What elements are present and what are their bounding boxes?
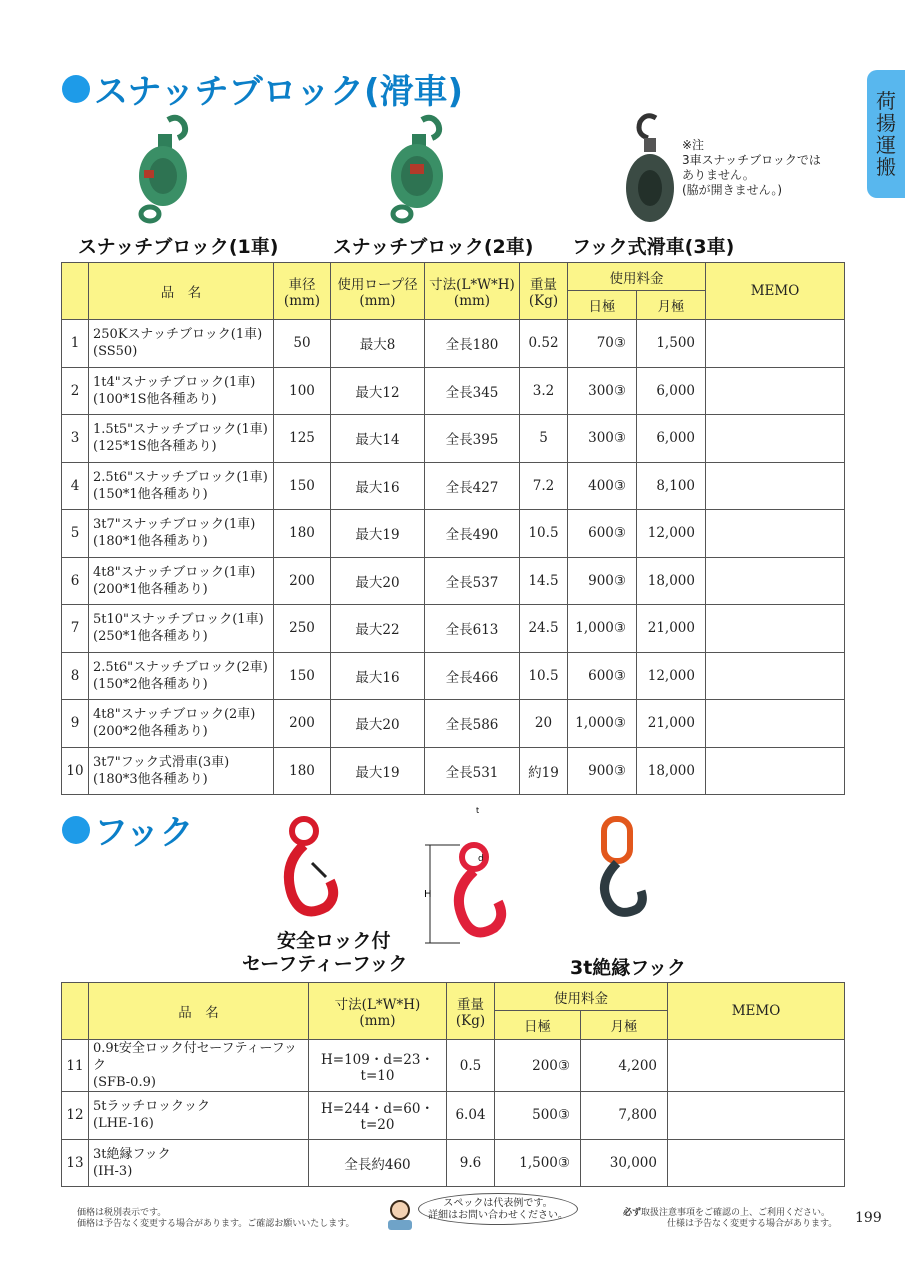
memo-cell xyxy=(706,605,845,653)
caption-snatch-block-2: スナッチブロック(2車) xyxy=(333,236,534,258)
table-row xyxy=(62,367,845,415)
table-row xyxy=(62,1139,845,1187)
item-name: 0.9t安全ロック付セーフティーフック xyxy=(93,1041,297,1073)
wheel-diameter: 125 xyxy=(274,415,331,463)
row-number: 5 xyxy=(62,510,89,558)
table-row xyxy=(62,462,845,510)
header-daily: 日極 xyxy=(568,291,637,320)
weight: 10.5 xyxy=(520,652,568,700)
item-model: (200*2他各種あり) xyxy=(93,724,208,740)
wheel-diameter: 180 xyxy=(274,510,331,558)
item-name-cell xyxy=(89,320,274,368)
dimension: 全長395 xyxy=(425,415,520,463)
snatch-block-2-image xyxy=(380,110,450,225)
row-number: 3 xyxy=(62,415,89,463)
table-row xyxy=(62,1040,845,1092)
wheel-diameter: 200 xyxy=(274,557,331,605)
monthly-fee: 4,200 xyxy=(581,1040,668,1092)
item-name: 3t絶縁フック xyxy=(93,1146,171,1162)
table-row xyxy=(62,605,845,653)
dimension: 全長531 xyxy=(425,747,520,795)
tab-char: 搬 xyxy=(876,155,896,179)
header-name: 品 名 xyxy=(89,263,274,320)
table-row xyxy=(62,1092,845,1140)
memo-cell xyxy=(706,320,845,368)
rope-diameter: 最大20 xyxy=(331,700,425,748)
item-name-cell xyxy=(89,1040,309,1092)
weight: 0.52 xyxy=(520,320,568,368)
weight: 7.2 xyxy=(520,462,568,510)
rope-diameter: 最大19 xyxy=(331,747,425,795)
monthly-fee: 18,000 xyxy=(637,747,706,795)
item-model: (125*1S他各種あり) xyxy=(93,439,217,455)
tab-char: 荷 xyxy=(876,89,896,113)
item-name-cell xyxy=(89,510,274,558)
rope-diameter: 最大16 xyxy=(331,462,425,510)
hook-block-3-image xyxy=(618,108,683,228)
wheel-diameter: 150 xyxy=(274,652,331,700)
caption-hook-block-3: フック式滑車(3車) xyxy=(572,236,735,258)
footer-left: 価格は税別表示です。 価格は予告なく変更する場合があります。ご確認お願いいたします。 xyxy=(77,1208,355,1229)
caption-safety-hook: 安全ロック付 セーフティーフック xyxy=(242,930,408,975)
header-size: 寸法(L*W*H) (mm) xyxy=(425,263,520,320)
memo-cell xyxy=(668,1040,845,1092)
header-memo: MEMO xyxy=(706,263,845,320)
bullet-icon xyxy=(62,75,90,103)
staff-avatar-icon xyxy=(384,1198,416,1232)
item-model: (SFB-0.9) xyxy=(93,1075,156,1090)
item-model: (200*1他各種あり) xyxy=(93,581,208,597)
rope-diameter: 最大19 xyxy=(331,510,425,558)
header-monthly: 月極 xyxy=(581,1011,668,1040)
caption-snatch-block-1: スナッチブロック(1車) xyxy=(78,236,279,258)
header-no xyxy=(62,983,89,1040)
tab-char: 運 xyxy=(876,133,896,157)
header-name: 品 名 xyxy=(89,983,309,1040)
header-fee: 使用料金 xyxy=(568,263,706,291)
weight: 14.5 xyxy=(520,557,568,605)
item-name-cell xyxy=(89,605,274,653)
note-text: ※注 3車スナッチブロックでは ありません。 (脇が開きません。) xyxy=(682,138,821,197)
dimension: 全長490 xyxy=(425,510,520,558)
rope-diameter: 最大14 xyxy=(331,415,425,463)
table-row xyxy=(62,510,845,558)
table-row xyxy=(62,700,845,748)
snatch-block-1-image xyxy=(128,110,198,225)
daily-fee: 400③ xyxy=(568,462,637,510)
monthly-fee: 7,800 xyxy=(581,1092,668,1140)
header-weight: 重量 (Kg) xyxy=(447,983,495,1040)
item-name-cell xyxy=(89,462,274,510)
memo-cell xyxy=(706,510,845,558)
dimension: 全長613 xyxy=(425,605,520,653)
monthly-fee: 6,000 xyxy=(637,367,706,415)
dimension: 全長180 xyxy=(425,320,520,368)
header-size: 寸法(L*W*H) (mm) xyxy=(309,983,447,1040)
daily-fee: 1,000③ xyxy=(568,605,637,653)
weight: 9.6 xyxy=(447,1139,495,1187)
memo-cell xyxy=(706,367,845,415)
monthly-fee: 18,000 xyxy=(637,557,706,605)
weight: 0.5 xyxy=(447,1040,495,1092)
dimension: 全長427 xyxy=(425,462,520,510)
section-title-hook: フック xyxy=(62,805,194,854)
footer-right: 必ず取扱注意事項をご確認の上、ご利用ください。 仕様は予告なく変更する場合があります。 xyxy=(623,1208,838,1229)
item-name-cell xyxy=(89,1139,309,1187)
dimension: 全長586 xyxy=(425,700,520,748)
row-number: 13 xyxy=(62,1139,89,1187)
weight: 3.2 xyxy=(520,367,568,415)
hook-table xyxy=(61,982,845,1187)
label-d: d xyxy=(478,854,484,864)
dimension: H=109・d=23・t=10 xyxy=(309,1040,447,1092)
dimension: 全長537 xyxy=(425,557,520,605)
rope-diameter: 最大22 xyxy=(331,605,425,653)
memo-cell xyxy=(706,557,845,605)
item-name-cell xyxy=(89,700,274,748)
wheel-diameter: 100 xyxy=(274,367,331,415)
item-model: (IH-3) xyxy=(93,1163,133,1179)
table-row xyxy=(62,415,845,463)
weight: 約19 xyxy=(520,747,568,795)
monthly-fee: 8,100 xyxy=(637,462,706,510)
item-name-cell xyxy=(89,557,274,605)
table-row xyxy=(62,652,845,700)
item-name: 1.5t5"スナッチブロック(1車) xyxy=(93,422,268,438)
item-model: (250*1他各種あり) xyxy=(93,629,208,645)
daily-fee: 500③ xyxy=(495,1092,581,1140)
daily-fee: 70③ xyxy=(568,320,637,368)
row-number: 9 xyxy=(62,700,89,748)
item-name-cell xyxy=(89,652,274,700)
item-model: (LHE-16) xyxy=(93,1116,154,1132)
table-row xyxy=(62,320,845,368)
monthly-fee: 30,000 xyxy=(581,1139,668,1187)
rope-diameter: 最大8 xyxy=(331,320,425,368)
monthly-fee: 6,000 xyxy=(637,415,706,463)
item-name-cell xyxy=(89,1092,309,1140)
snatch-block-table xyxy=(61,262,845,795)
memo-cell xyxy=(706,462,845,510)
memo-cell xyxy=(668,1139,845,1187)
item-name-cell xyxy=(89,747,274,795)
rope-diameter: 最大12 xyxy=(331,367,425,415)
daily-fee: 300③ xyxy=(568,415,637,463)
item-name: 5tラッチロックック xyxy=(93,1099,210,1115)
category-tab xyxy=(867,70,905,198)
tab-char: 揚 xyxy=(876,111,896,135)
bullet-icon xyxy=(62,816,90,844)
weight: 10.5 xyxy=(520,510,568,558)
label-t: t xyxy=(476,806,480,815)
item-name: 4t8"スナッチブロック(2車) xyxy=(93,707,256,723)
header-wheel: 車径 (mm) xyxy=(274,263,331,320)
header-monthly: 月極 xyxy=(637,291,706,320)
item-model: (180*1他各種あり) xyxy=(93,534,208,550)
item-name-cell xyxy=(89,415,274,463)
item-name: 4t8"スナッチブロック(1車) xyxy=(93,564,256,580)
table-row xyxy=(62,747,845,795)
item-name-cell xyxy=(89,367,274,415)
rope-diameter: 最大20 xyxy=(331,557,425,605)
insulated-hook-image xyxy=(590,815,655,925)
memo-cell xyxy=(668,1092,845,1140)
section-title-snatch-block: スナッチブロック(滑車) xyxy=(62,64,463,113)
wheel-diameter: 180 xyxy=(274,747,331,795)
item-model: (180*3他各種あり) xyxy=(93,771,208,787)
dimension: 全長466 xyxy=(425,652,520,700)
daily-fee: 900③ xyxy=(568,557,637,605)
weight: 24.5 xyxy=(520,605,568,653)
rope-diameter: 最大16 xyxy=(331,652,425,700)
daily-fee: 600③ xyxy=(568,510,637,558)
item-model: (150*2他各種あり) xyxy=(93,676,208,692)
row-number: 2 xyxy=(62,367,89,415)
memo-cell xyxy=(706,415,845,463)
memo-cell xyxy=(706,747,845,795)
weight: 20 xyxy=(520,700,568,748)
item-model: (100*1S他各種あり) xyxy=(93,391,217,407)
item-name: 2.5t6"スナッチブロック(1車) xyxy=(93,469,268,485)
item-name: 5t10"スナッチブロック(1車) xyxy=(93,612,264,628)
header-memo: MEMO xyxy=(668,983,845,1040)
item-model: (SS50) xyxy=(93,344,138,360)
row-number: 12 xyxy=(62,1092,89,1140)
item-model: (150*1他各種あり) xyxy=(93,486,208,502)
daily-fee: 600③ xyxy=(568,652,637,700)
header-no xyxy=(62,263,89,320)
daily-fee: 1,500③ xyxy=(495,1139,581,1187)
memo-cell xyxy=(706,700,845,748)
dimension: 全長約460 xyxy=(309,1139,447,1187)
row-number: 8 xyxy=(62,652,89,700)
monthly-fee: 12,000 xyxy=(637,652,706,700)
row-number: 10 xyxy=(62,747,89,795)
item-name: 1t4"スナッチブロック(1車) xyxy=(93,374,256,390)
daily-fee: 300③ xyxy=(568,367,637,415)
item-name: 250Kスナッチブロック(1車) xyxy=(93,327,263,343)
wheel-diameter: 150 xyxy=(274,462,331,510)
row-number: 11 xyxy=(62,1040,89,1092)
monthly-fee: 21,000 xyxy=(637,605,706,653)
row-number: 4 xyxy=(62,462,89,510)
label-h: H xyxy=(424,889,432,900)
item-name: 3t7"フック式滑車(3車) xyxy=(93,754,230,770)
wheel-diameter: 50 xyxy=(274,320,331,368)
item-name: 3t7"スナッチブロック(1車) xyxy=(93,517,256,533)
daily-fee: 900③ xyxy=(568,747,637,795)
row-number: 6 xyxy=(62,557,89,605)
monthly-fee: 21,000 xyxy=(637,700,706,748)
page-number: 199 xyxy=(855,1210,882,1226)
header-rope: 使用ロープ径 (mm) xyxy=(331,263,425,320)
header-weight: 重量 (Kg) xyxy=(520,263,568,320)
monthly-fee: 12,000 xyxy=(637,510,706,558)
row-number: 1 xyxy=(62,320,89,368)
monthly-fee: 1,500 xyxy=(637,320,706,368)
row-number: 7 xyxy=(62,605,89,653)
weight: 5 xyxy=(520,415,568,463)
speech-bubble: スペックは代表例です。 詳細はお問い合わせください。 xyxy=(418,1193,578,1225)
wheel-diameter: 200 xyxy=(274,700,331,748)
daily-fee: 200③ xyxy=(495,1040,581,1092)
caption-insulated-hook: 3t絶縁フック xyxy=(570,957,686,979)
item-name: 2.5t6"スナッチブロック(2車) xyxy=(93,659,268,675)
daily-fee: 1,000③ xyxy=(568,700,637,748)
dimension: H=244・d=60・t=20 xyxy=(309,1092,447,1140)
wheel-diameter: 250 xyxy=(274,605,331,653)
memo-cell xyxy=(706,652,845,700)
weight: 6.04 xyxy=(447,1092,495,1140)
table-row xyxy=(62,557,845,605)
hook-dimension-diagram xyxy=(420,805,510,945)
header-fee: 使用料金 xyxy=(495,983,668,1011)
safety-hook-image xyxy=(278,815,343,925)
dimension: 全長345 xyxy=(425,367,520,415)
header-daily: 日極 xyxy=(495,1011,581,1040)
